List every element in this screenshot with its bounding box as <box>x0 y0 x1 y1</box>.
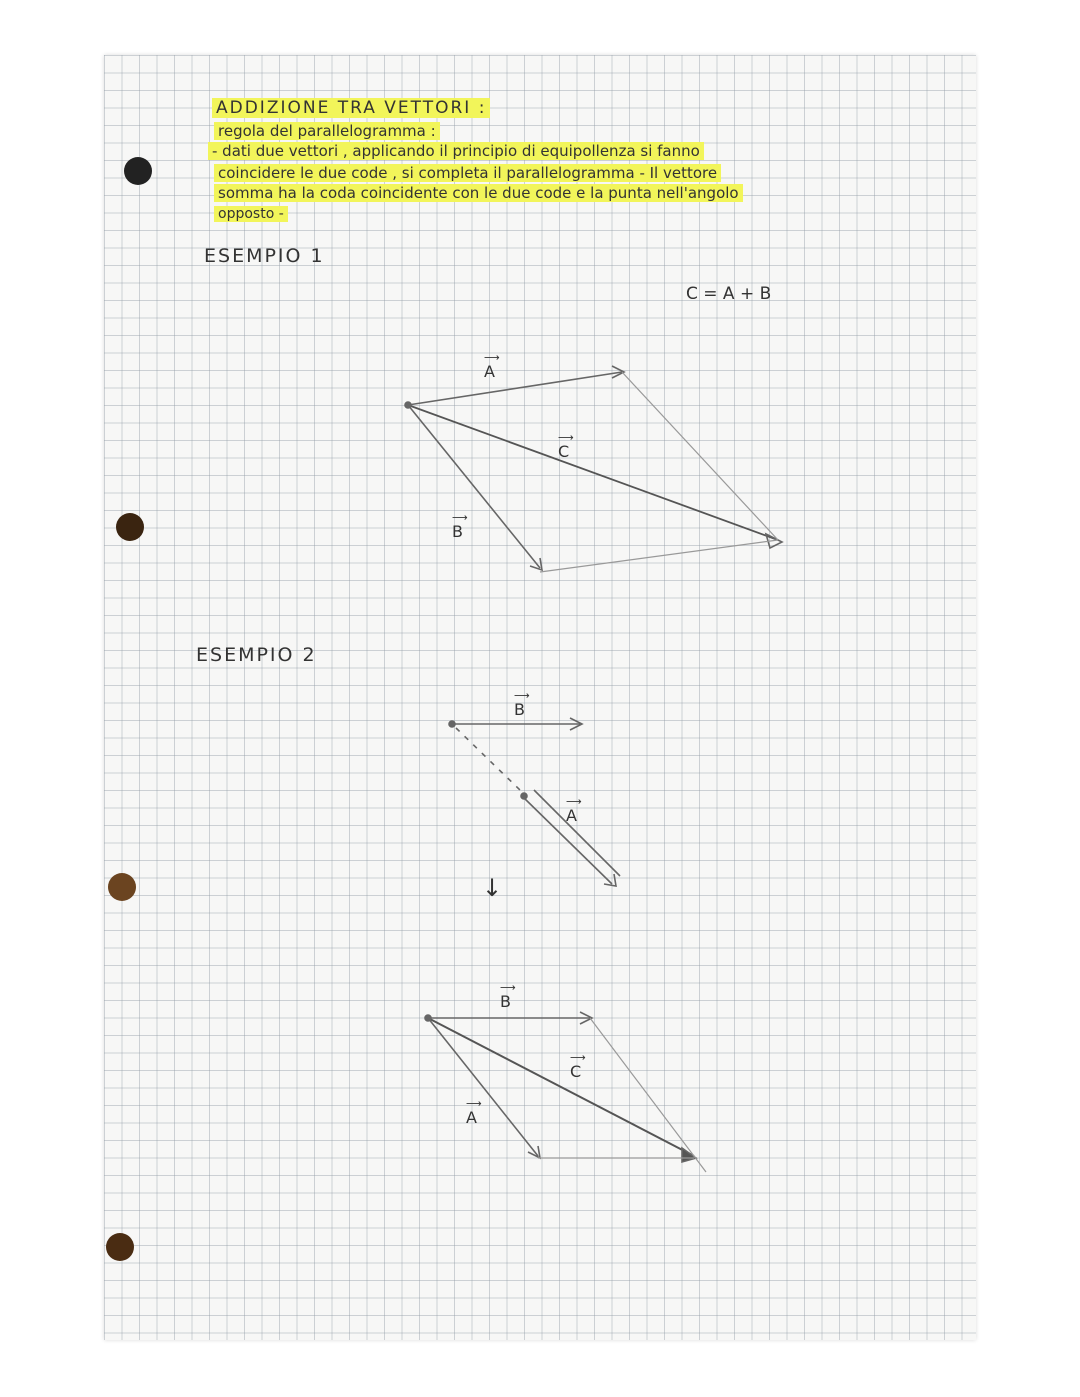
label-vector-b: ⟶ B <box>452 511 468 541</box>
vector-a-arrowhead <box>604 874 616 886</box>
notes-line: somma ha la coda coincidente con le due code e la punta nell'angolo <box>214 184 743 202</box>
label-vector-a: ⟶ A <box>484 351 500 381</box>
completion-line <box>622 372 778 540</box>
vector-arrow-icon: ⟶ <box>566 795 582 808</box>
completion-line <box>590 1018 706 1172</box>
label-vector-a: ⟶ A <box>466 1097 482 1127</box>
label-vector-c: ⟶ C <box>570 1051 586 1081</box>
common-tail-point <box>405 402 411 408</box>
vector-arrow-icon: ⟶ <box>500 981 516 994</box>
notes-line: regola del parallelogramma : <box>214 122 440 140</box>
notes-title: ADDIZIONE TRA VETTORI : <box>212 98 490 118</box>
example2-heading: ESEMPIO 2 <box>196 644 317 666</box>
notes-line: - dati due vettori , applicando il principio di equipollenza si fanno <box>208 142 704 160</box>
vector-arrow-icon: ⟶ <box>514 689 530 702</box>
translation-dashed-line <box>456 728 522 792</box>
example2-parallelogram <box>425 1012 706 1172</box>
example1-parallelogram <box>405 366 782 572</box>
label-vector-c: ⟶ C <box>558 431 574 461</box>
vector-c-line <box>428 1018 694 1156</box>
label-vector-b: ⟶ B <box>514 689 530 719</box>
label-vector-b: ⟶ B <box>500 981 516 1011</box>
vector-arrow-icon: ⟶ <box>484 351 500 364</box>
down-arrow-icon: ↓ <box>482 874 503 902</box>
vector-arrow-icon: ⟶ <box>558 431 574 444</box>
formula: C = A + B <box>686 284 772 304</box>
vector-a-line <box>428 1018 538 1156</box>
vector-arrow-icon: ⟶ <box>466 1097 482 1110</box>
vector-arrow-icon: ⟶ <box>570 1051 586 1064</box>
notes-line: opposto - <box>214 206 288 222</box>
label-vector-a: ⟶ A <box>566 795 582 825</box>
completion-line <box>540 540 778 572</box>
example1-heading: ESEMPIO 1 <box>204 245 325 267</box>
vector-a-line <box>408 372 622 405</box>
notes-line: coincidere le due code , si completa il parallelogramma - Il vettore <box>214 164 721 182</box>
example2-step1 <box>449 718 620 886</box>
vector-arrow-icon: ⟶ <box>452 511 468 524</box>
